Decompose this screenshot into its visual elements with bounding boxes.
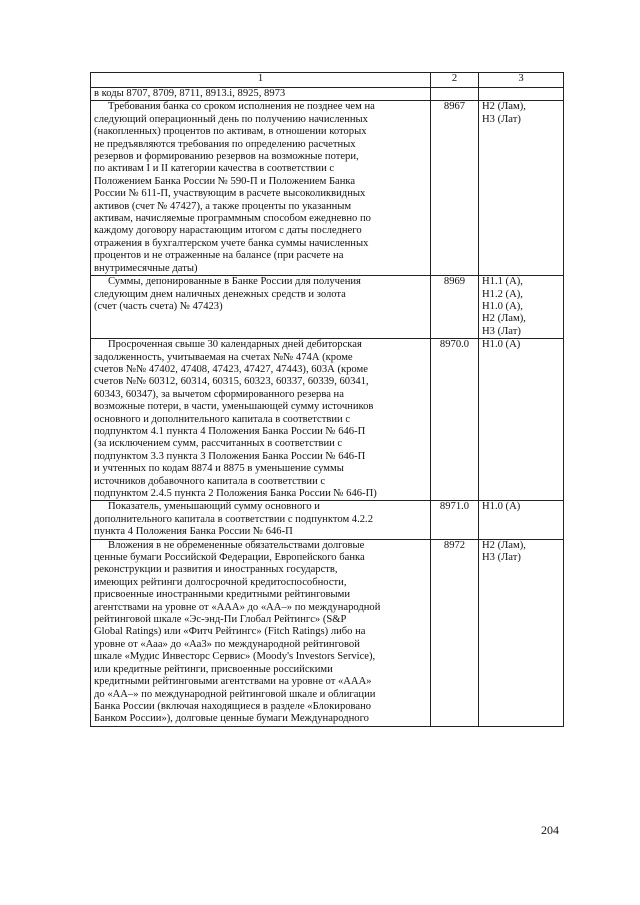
description-line: следующий операционный день по получению начисленных — [94, 113, 368, 125]
description-line: имеющих рейтинги долгосрочной кредитоспособности, — [94, 576, 347, 588]
norm-item: Н1.2 (А), — [482, 288, 523, 300]
description-line: России № 611-П, участвующим в расчете высоколиквидных — [94, 188, 366, 200]
description-line: Суммы, депонированные в Банке России для получения — [108, 276, 361, 288]
description-line: каждому договору нарастающим итогом с даты последнего — [94, 225, 362, 237]
description-line: подпунктом 3.3 пункта 3 Положения Банка России № 646-П — [94, 450, 366, 462]
norm-item: Н2 (Лам), — [482, 313, 526, 325]
norm-item: Н1.0 (А) — [482, 339, 521, 351]
code-cell: 8970.0 — [431, 339, 479, 501]
code-cell — [431, 88, 479, 101]
description-line: присвоенные иностранными кредитными рейтинговыми — [94, 589, 351, 601]
header-row — [91, 73, 564, 88]
description-cell — [91, 101, 431, 276]
description-cell — [91, 501, 431, 539]
norm-item: Н3 (Лат) — [482, 552, 521, 564]
description-line: подпунктом 4.1 пункта 4 Положения Банка России № 646-П — [94, 425, 366, 437]
norms-cell — [479, 501, 564, 539]
description-line: подпунктом 2.4.5 пункта 2 Положения Банка России № 646-П) — [94, 488, 377, 499]
header-cell: 2 — [431, 73, 479, 88]
description-line: (за исключением сумм, рассчитанных в соответствии с — [94, 438, 343, 450]
code-cell: 8967 — [431, 101, 479, 276]
description-line: возможные потери, в части, уменьшающей сумму источников — [94, 401, 374, 413]
description-line: Требования банка со сроком исполнения не позднее чем на — [108, 101, 375, 113]
description-line: процентов и не отраженные на балансе (при расчете на — [94, 250, 344, 262]
norm-item: Н2 (Лам), — [482, 539, 526, 551]
description-cell — [91, 276, 431, 339]
description-line: резервов и формированию резервов на возможные потери, — [94, 151, 359, 163]
norms-cell — [479, 339, 564, 501]
description-line: реконструкции и развития и иностранных государств, — [94, 564, 338, 576]
description-line: Показатель, уменьшающий сумму основного и — [108, 501, 320, 513]
norms-cell — [479, 539, 564, 726]
code-cell: 8969 — [431, 276, 479, 339]
norm-item: Н1.0 (А) — [482, 501, 521, 513]
description-line: внутримесячные даты) — [94, 262, 198, 274]
description-cell — [91, 339, 431, 501]
norms-cell — [479, 88, 564, 101]
description-line: до «AA–» по международной рейтинговой шкале и облигации — [94, 688, 376, 700]
description-line: и учтенных по кодам 8874 и 8875 в уменьшение суммы — [94, 463, 344, 475]
description-line: не предъявляются требования по определению расчетных — [94, 138, 356, 150]
description-line: активам, начисляемые программным способом ежедневно по — [94, 213, 371, 225]
description-line: ценные бумаги Российской Федерации, Европейского банка — [94, 552, 365, 564]
page-number: 204 — [541, 823, 559, 837]
norm-item: Н1.1 (А), — [482, 276, 523, 288]
description-line: источников добавочного капитала в соответствии с — [94, 475, 326, 487]
description-cell — [91, 539, 431, 726]
table-row — [91, 276, 564, 339]
description-line: по активам I и II категории качества в соответствии с — [94, 163, 335, 175]
header-cell: 1 — [91, 73, 431, 88]
table-body — [91, 73, 564, 727]
description-line: 60343, 60347), за вычетом сформированного резерва на — [94, 388, 344, 400]
norm-item: Н3 (Лат) — [482, 325, 521, 337]
description-line: (накопленных) процентов по активам, в отношении которых — [94, 126, 367, 138]
description-line: шкале «Мудис Инвесторс Сервис» (Moody's Investors Service), — [94, 651, 376, 663]
description-line: Положением Банка России № 590-П и Положением Банка — [94, 175, 356, 187]
description-line: или кредитные рейтинги, присвоенные российскими — [94, 663, 333, 675]
description-line: основного и дополнительного капитала в соответствии с — [94, 413, 351, 425]
description-line: отражения в бухгалтерском учете банка суммы начисленных — [94, 237, 369, 249]
norms-table — [90, 72, 564, 727]
continuation-row — [91, 88, 564, 101]
description-line: задолженность, учитываемая на счетах №№ 474А (кроме — [94, 351, 353, 363]
description-line: Просроченная свыше 30 календарных дней дебиторская — [108, 339, 362, 351]
table-row — [91, 501, 564, 539]
code-cell: 8971.0 — [431, 501, 479, 539]
norms-cell — [479, 101, 564, 276]
description-line: дополнительного капитала в соответствии с подпунктом 4.2.2 — [94, 513, 373, 525]
table-row — [91, 339, 564, 501]
description-line: следующим днем наличных денежных средств и золота — [94, 288, 346, 300]
description-line: кредитными рейтинговыми агентствами на уровне от «AAA» — [94, 676, 372, 688]
table-row — [91, 539, 564, 726]
description-line: пункта 4 Положения Банка России № 646-П — [94, 526, 293, 538]
description-line: рейтинговой шкале «Эс-энд-Пи Глобал Рейтингс» (S&P — [94, 614, 347, 626]
code-cell: 8972 — [431, 539, 479, 726]
norms-cell — [479, 276, 564, 339]
description-line: уровне от «Ааа» до «Аа3» по международной рейтинговой — [94, 638, 360, 650]
description-line: счетов №№ 47402, 47408, 47423, 47427, 47443), 603А (кроме — [94, 363, 368, 375]
norm-item: Н3 (Лат) — [482, 113, 521, 125]
norm-item: Н1.0 (А), — [482, 300, 523, 312]
description-line: (счет (часть счета) № 47423) — [94, 300, 223, 312]
norm-item: Н2 (Лам), — [482, 101, 526, 113]
description-line: агентствами на уровне от «AAA» до «AA–» по международной — [94, 601, 381, 613]
description-line: Банка России (включая находящиеся в разделе «Блокировано — [94, 700, 372, 712]
table-row — [91, 101, 564, 276]
header-cell: 3 — [479, 73, 564, 88]
description-line: Global Ratings) или «Фитч Рейтингс» (Fitch Ratings) либо на — [94, 626, 366, 638]
description-line: Банком России»), долговые ценные бумаги Международного — [94, 713, 369, 725]
description-line: Вложения в не обремененные обязательствами долговые — [108, 539, 365, 551]
continuation-text: в коды 8707, 8709, 8711, 8913.i, 8925, 8973 — [91, 88, 431, 101]
description-line: активов (счет № 47427), а также проценты по указанным — [94, 200, 352, 212]
description-line: счетов №№ 60312, 60314, 60315, 60323, 60337, 60339, 60341, — [94, 376, 369, 388]
